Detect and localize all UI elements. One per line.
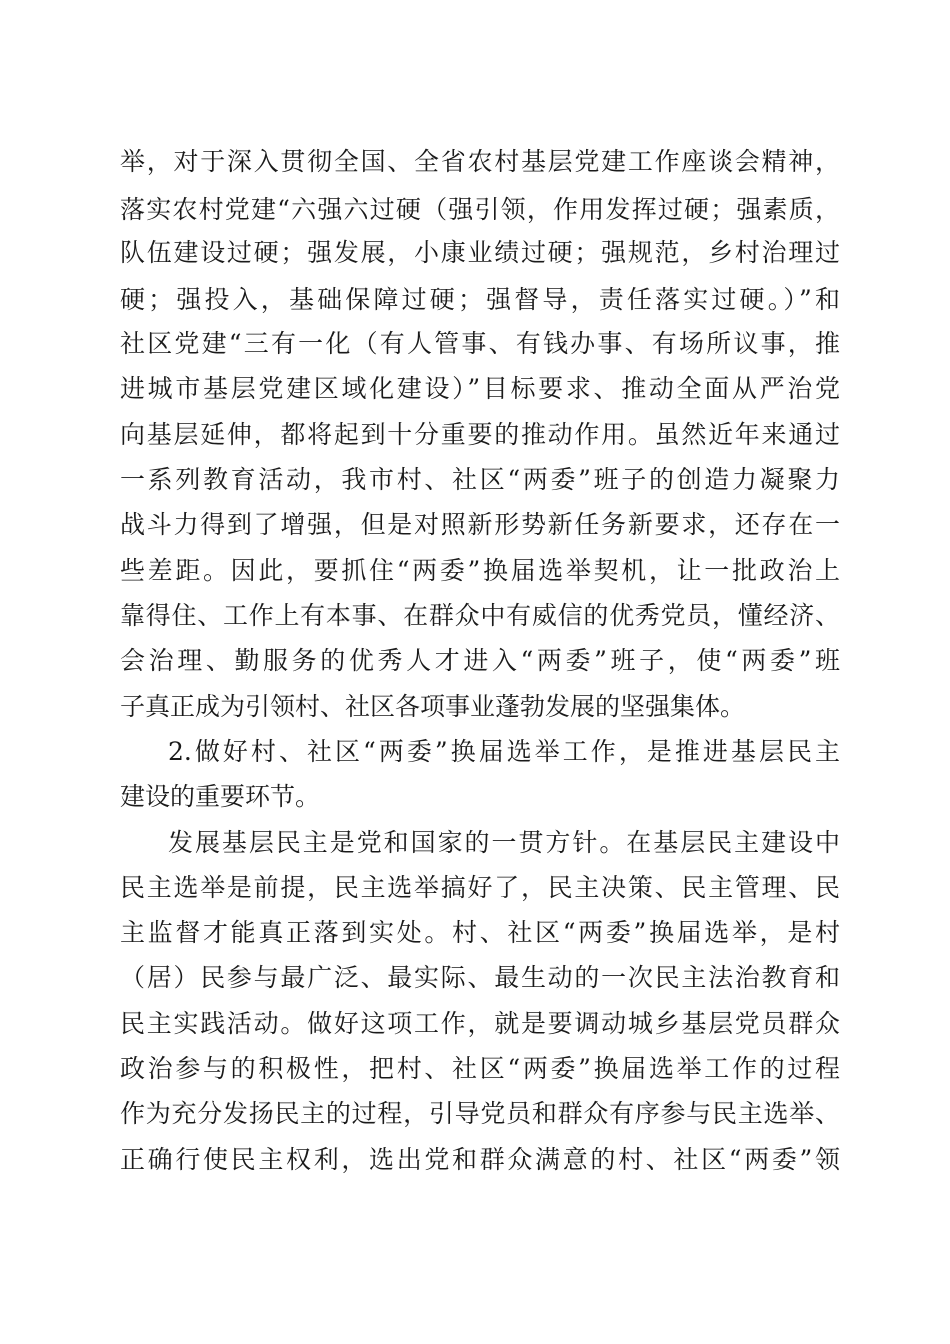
paragraph-1-line-11: 靠得住、工作上有本事、在群众中有威信的优秀党员，懂经济、	[120, 601, 840, 630]
paragraph-1-line-10: 些差距。因此，要抓住“两委”换届选举契机，让一批政治上	[120, 556, 840, 585]
paragraph-3-line-8: 正确行使民主权利，选出党和群众满意的村、社区“两委”领	[120, 1145, 840, 1174]
paragraph-1-line-3: 队伍建设过硬；强发展，小康业绩过硬；强规范，乡村治理过	[120, 238, 840, 267]
paragraph-1-line-8: 一系列教育活动，我市村、社区“两委”班子的创造力凝聚力	[120, 465, 840, 494]
paragraph-3-line-5: 民主实践活动。做好这项工作，就是要调动城乡基层党员群众	[120, 1009, 840, 1038]
paragraph-1-line-12: 会治理、勤服务的优秀人才进入“两委”班子，使“两委”班	[120, 646, 840, 675]
paragraph-1-line-4: 硬；强投入，基础保障过硬；强督导，责任落实过硬。）”和	[120, 285, 840, 314]
paragraph-1-line-9: 战斗力得到了增强，但是对照新形势新任务新要求，还存在一	[120, 510, 840, 539]
paragraph-1-line-13: 子真正成为引领村、社区各项事业蓬勃发展的坚强集体。	[120, 692, 746, 721]
paragraph-3-line-1: 发展基层民主是党和国家的一贯方针。在基层民主建设中	[168, 828, 840, 857]
paragraph-1-line-6: 进城市基层党建区域化建设）”目标要求、推动全面从严治党	[120, 374, 840, 403]
paragraph-1-line-1: 举，对于深入贯彻全国、全省农村基层党建工作座谈会精神，	[120, 147, 840, 176]
paragraph-3-line-4: （居）民参与最广泛、最实际、最生动的一次民主法治教育和	[120, 963, 840, 992]
paragraph-1-line-7: 向基层延伸，都将起到十分重要的推动作用。虽然近年来通过	[120, 420, 840, 449]
paragraph-3-line-2: 民主选举是前提，民主选举搞好了，民主决策、民主管理、民	[120, 873, 840, 902]
paragraph-1-line-5: 社区党建“三有一化（有人管事、有钱办事、有场所议事，推	[120, 329, 840, 358]
paragraph-3-line-3: 主监督才能真正落到实处。村、社区“两委”换届选举，是村	[120, 918, 840, 947]
paragraph-3-line-6: 政治参与的积极性，把村、社区“两委”换届选举工作的过程	[120, 1054, 840, 1083]
paragraph-3-line-7: 作为充分发扬民主的过程，引导党员和群众有序参与民主选举、	[120, 1099, 840, 1128]
paragraph-2-line-2: 建设的重要环节。	[120, 782, 321, 811]
paragraph-1-line-2: 落实农村党建“六强六过硬（强引领，作用发挥过硬；强素质，	[120, 195, 840, 224]
paragraph-2-line-1: 2.做好村、社区“两委”换届选举工作，是推进基层民主	[168, 737, 840, 766]
